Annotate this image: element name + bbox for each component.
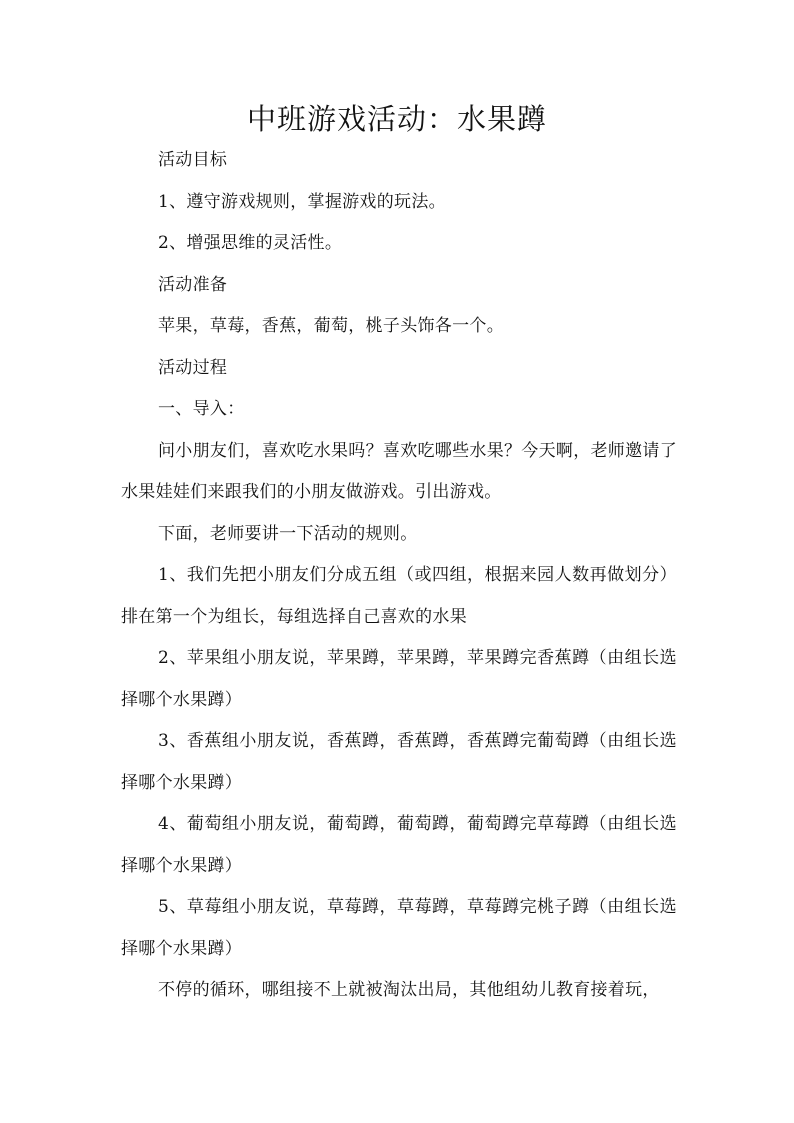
paragraph: 不停的循环，哪组接不上就被淘汰出局，其他组幼儿教育接着玩，: [158, 980, 660, 1000]
section-heading-preparation: 活动准备: [158, 274, 228, 295]
section-heading-process: 活动过程: [158, 357, 228, 378]
document-body: [121, 140, 677, 1012]
paragraph: 1、我们先把小朋友们分成五组（或四组，根据来园人数再做划分）排在第一个为组长，每组选择自己喜欢的水果: [121, 565, 677, 627]
paragraph: 2、增强思维的灵活性。: [158, 233, 343, 253]
paragraph: 问小朋友们，喜欢吃水果吗？喜欢吃哪些水果？今天啊，老师邀请了水果娃娃们来跟我们的小朋友做游戏。引出游戏。: [121, 440, 677, 502]
section-heading-goals: 活动目标: [158, 150, 228, 170]
paragraph: 1、遵守游戏规则，掌握游戏的玩法。: [158, 191, 446, 212]
paragraph: 5、草莓组小朋友说，草莓蹲，草莓蹲，草莓蹲完桃子蹲（由组长选择哪个水果蹲）: [121, 897, 677, 959]
paragraph: 2、苹果组小朋友说，苹果蹲，苹果蹲，苹果蹲完香蕉蹲（由组长选择哪个水果蹲）: [121, 648, 677, 710]
document-title: 中班游戏活动：水果蹲: [246, 102, 547, 136]
paragraph: 一、导入：: [158, 399, 245, 419]
paragraph: 下面，老师要讲一下活动的规则。: [158, 523, 418, 544]
paragraph: 3、香蕉组小朋友说，香蕉蹲，香蕉蹲，香蕉蹲完葡萄蹲（由组长选择哪个水果蹲）: [121, 731, 677, 793]
paragraph: 苹果，草莓，香蕉，葡萄，桃子头饰各一个。: [158, 316, 504, 336]
paragraph: 4、葡萄组小朋友说，葡萄蹲，葡萄蹲，葡萄蹲完草莓蹲（由组长选择哪个水果蹲）: [121, 814, 677, 876]
